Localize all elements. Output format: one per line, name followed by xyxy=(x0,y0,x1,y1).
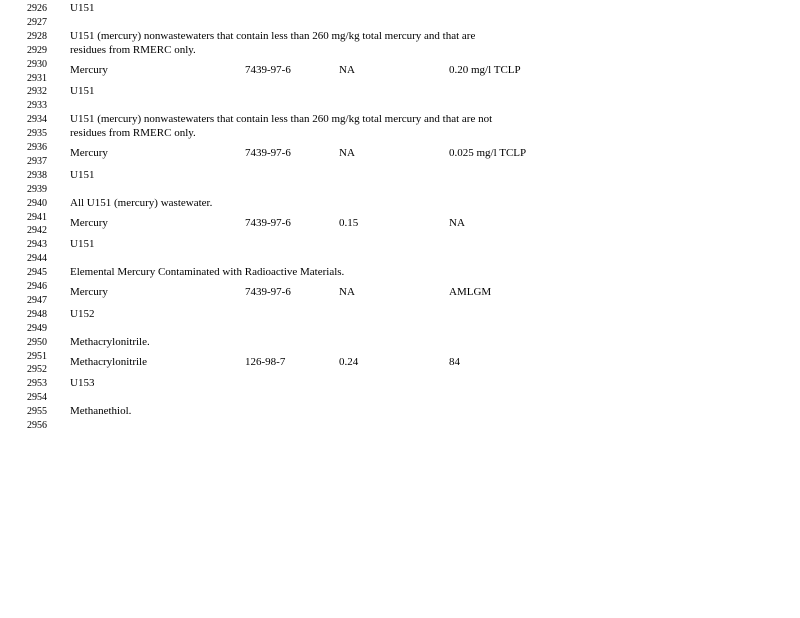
text-line: Methanethiol. xyxy=(70,405,132,418)
line-number: 2949 xyxy=(27,322,47,334)
constituent-cell: Mercury xyxy=(70,63,108,76)
cas-number-cell: 7439-97-6 xyxy=(245,63,291,76)
line-number: 2946 xyxy=(27,281,47,292)
text-line: U151 xyxy=(70,85,95,98)
nonwastewater-standard-cell: 0.20 mg/l TCLP xyxy=(449,63,521,76)
nonwastewater-standard-cell: 0.025 mg/l TCLP xyxy=(449,147,527,159)
text-line: Elemental Mercury Contaminated with Radioactive Materials. xyxy=(70,266,345,279)
line-number: 2941 xyxy=(27,211,47,223)
text-line: residues from RMERC only. xyxy=(70,43,196,56)
line-number: 2939 xyxy=(27,183,47,195)
line-number: 2932 xyxy=(27,86,47,98)
line-number: 2955 xyxy=(27,406,47,418)
line-number: 2930 xyxy=(27,58,47,70)
text-line: residues from RMERC only. xyxy=(70,127,196,140)
line-number: 2926 xyxy=(27,3,47,14)
line-number: 2938 xyxy=(27,169,47,181)
line-number: 2936 xyxy=(27,142,47,153)
text-line: All U151 (mercury) wastewater. xyxy=(70,196,213,209)
line-number: 2943 xyxy=(27,239,47,251)
wastewater-standard-cell: NA xyxy=(339,147,355,159)
wastewater-standard-cell: NA xyxy=(339,63,355,76)
cas-number-cell: 7439-97-6 xyxy=(245,147,291,159)
wastewater-standard-cell: 0.24 xyxy=(339,355,359,368)
line-number: 2944 xyxy=(27,253,47,265)
line-number: 2945 xyxy=(27,267,47,279)
line-number: 2929 xyxy=(27,44,47,56)
line-number: 2937 xyxy=(27,155,47,167)
line-number: 2947 xyxy=(27,294,47,306)
line-number: 2953 xyxy=(27,378,47,390)
line-number: 2948 xyxy=(27,308,47,320)
nonwastewater-standard-cell: AMLGM xyxy=(449,286,492,298)
wastewater-standard-cell: 0.15 xyxy=(339,216,359,229)
line-number: 2956 xyxy=(27,420,47,431)
wastewater-standard-cell: NA xyxy=(339,286,355,298)
line-number: 2927 xyxy=(27,16,47,28)
cas-number-cell: 126-98-7 xyxy=(245,355,286,368)
line-number: 2931 xyxy=(27,72,47,84)
constituent-cell: Mercury xyxy=(70,286,108,298)
line-number: 2933 xyxy=(27,100,47,112)
line-number: 2940 xyxy=(27,197,47,209)
line-number: 2950 xyxy=(27,336,47,348)
line-number: 2928 xyxy=(27,30,47,42)
cas-number-cell: 7439-97-6 xyxy=(245,286,291,298)
line-number: 2934 xyxy=(27,114,47,126)
text-line: U151 (mercury) nonwastewaters that contain less than 260 mg/kg total mercury and that are xyxy=(70,29,476,42)
constituent-cell: Mercury xyxy=(70,147,108,159)
text-line: U153 xyxy=(70,377,95,390)
cas-number-cell: 7439-97-6 xyxy=(245,216,291,229)
text-line: U151 xyxy=(70,168,95,181)
text-line: U151 (mercury) nonwastewaters that contain less than 260 mg/kg total mercury and that are not xyxy=(70,113,493,126)
text-line: Methacrylonitrile. xyxy=(70,335,150,348)
constituent-cell: Mercury xyxy=(70,216,108,229)
constituent-cell: Methacrylonitrile xyxy=(70,355,147,368)
text-line: U151 xyxy=(70,2,95,14)
text-line: U151 xyxy=(70,238,95,251)
line-number: 2935 xyxy=(27,128,47,140)
line-number: 2942 xyxy=(27,225,47,237)
line-number: 2952 xyxy=(27,364,47,376)
text-line: U152 xyxy=(70,307,95,320)
line-number: 2951 xyxy=(27,350,47,362)
nonwastewater-standard-cell: 84 xyxy=(449,355,460,368)
nonwastewater-standard-cell: NA xyxy=(449,216,465,229)
line-number: 2954 xyxy=(27,392,47,404)
